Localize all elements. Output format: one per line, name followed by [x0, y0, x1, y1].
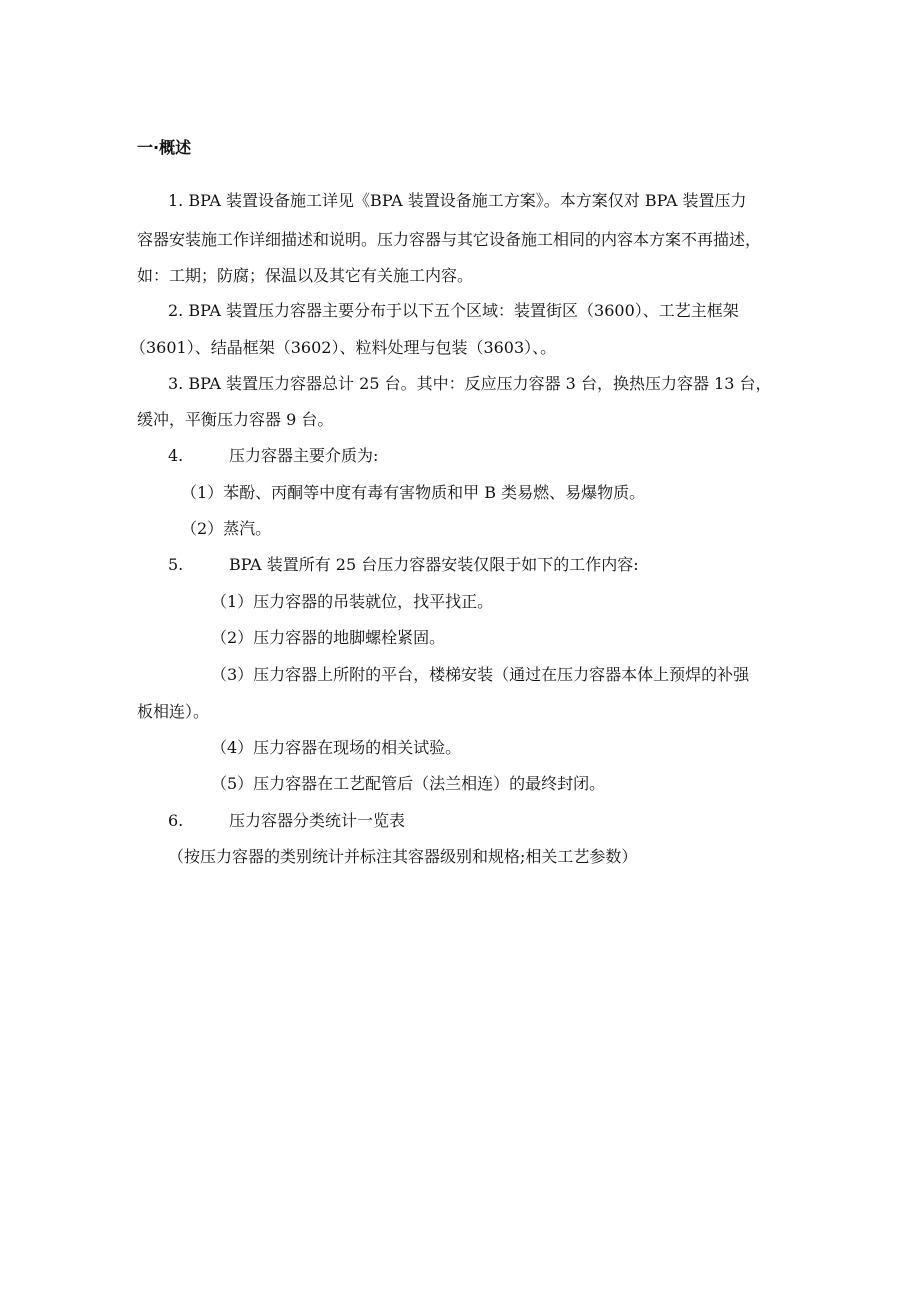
section-heading: 一·概述 — [137, 138, 192, 157]
item5-text: BPA 装置所有 25 台压力容器安装仅限于如下的工作内容: — [229, 555, 639, 574]
item5-sub1: （1）压力容器的吊装就位，找平找正。 — [211, 592, 494, 611]
item4-sub2: （2）蒸汽。 — [181, 519, 272, 538]
item1-line3: 如：工期；防腐；保温以及其它有关施工内容。 — [137, 266, 474, 285]
item4-text: 压力容器主要介质为: — [229, 446, 379, 465]
item5-sub4: （4）压力容器在现场的相关试验。 — [211, 738, 462, 757]
item4-number: 4. — [168, 446, 184, 465]
item5-sub3-line1: （3）压力容器上所附的平台，楼梯安装（通过在压力容器本体上预焊的补强 — [211, 665, 750, 684]
item6-text: 压力容器分类统计一览表 — [229, 811, 406, 830]
item2-text-line1: BPA 装置压力容器主要分布于以下五个区域：装置街区（3600）、工艺主框架 — [188, 301, 739, 320]
item5-sub2: （2）压力容器的地脚螺栓紧固。 — [211, 628, 446, 647]
item3-number: 3. — [168, 374, 184, 393]
item4-sub1: （1）苯酚、丙酮等中度有毒有害物质和甲 B 类易燃、易爆物质。 — [181, 483, 646, 502]
item1-line1 — [168, 191, 747, 211]
item5-sub5: （5）压力容器在工艺配管后（法兰相连）的最终封闭。 — [211, 774, 606, 793]
item5-sub3-line2: 板相连）。 — [137, 702, 210, 721]
item3-text-line1: BPA 装置压力容器总计 25 台。其中：反应压力容器 3 台，换热压力容器 13 台， — [188, 374, 772, 393]
item3-line1 — [168, 374, 771, 394]
item2-number: 2. — [168, 301, 184, 320]
item5-number: 5. — [168, 555, 184, 574]
item1-line2: 容器安装施工作详细描述和说明。压力容器与其它设备施工相同的内容本方案不再描述， — [137, 230, 762, 249]
item6-number: 6. — [168, 811, 184, 830]
item3-line2: 缓冲，平衡压力容器 9 台。 — [137, 410, 334, 429]
item1-text-line1: BPA 装置设备施工详见《BPA 装置设备施工方案》。本方案仅对 BPA 装置压力 — [188, 191, 747, 210]
item6-note: （按压力容器的类别统计并标注其容器级别和规格;相关工艺参数） — [168, 847, 638, 866]
item2-line2: （3601）、结晶框架（3602）、粒料处理与包装（3603）、。 — [130, 338, 557, 357]
item1-number: 1. — [168, 191, 184, 210]
item2-line1 — [168, 301, 739, 321]
